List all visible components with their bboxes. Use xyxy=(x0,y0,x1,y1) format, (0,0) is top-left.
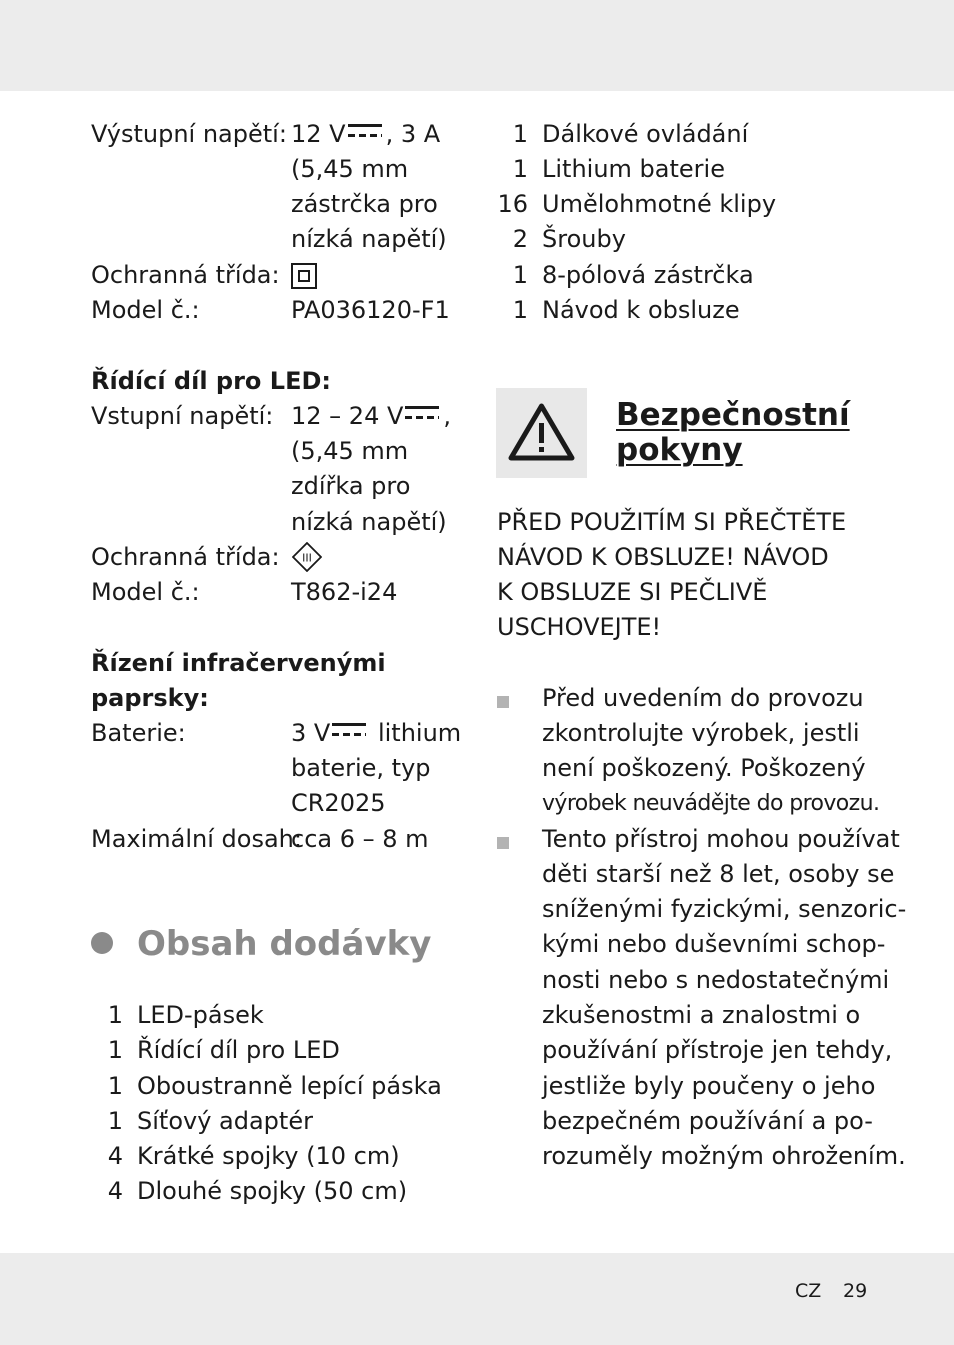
model-label-2: Model č.: xyxy=(91,578,200,606)
led-controller-heading: Řídící díl pro LED: xyxy=(91,367,331,395)
list-item: Umělohmotné klipy xyxy=(542,190,777,218)
list-item-qty: 1 xyxy=(107,1072,123,1100)
output-voltage-value: 12 V , 3 A xyxy=(291,120,441,148)
footer-language: CZ xyxy=(795,1280,822,1302)
list-item: Návod k obsluze xyxy=(542,296,740,324)
protection-class-iii-icon xyxy=(292,542,322,572)
input-voltage-value-4: nízká napětí) xyxy=(291,508,447,536)
bullet-2-line: rozuměly možným ohrožením. xyxy=(542,1142,906,1170)
model-label: Model č.: xyxy=(91,296,200,324)
list-item: 8-pólová zástrčka xyxy=(542,261,754,289)
output-voltage-value-3: zástrčka pro xyxy=(291,190,438,218)
ir-heading-line-1: Řízení infračervenými xyxy=(91,649,386,677)
list-item: Dlouhé spojky (50 cm) xyxy=(137,1177,408,1205)
safety-intro-line: K OBSLUZE SI PEČLIVĚ xyxy=(497,578,768,606)
list-item: Lithium baterie xyxy=(542,155,725,183)
bullet-2-line: kými nebo duševními schop- xyxy=(542,930,886,958)
list-item-qty: 1 xyxy=(512,155,528,183)
output-voltage-label: Výstupní napětí: xyxy=(91,120,287,148)
input-voltage-label: Vstupní napětí: xyxy=(91,402,274,430)
list-item-qty: 2 xyxy=(512,225,528,253)
ir-heading-line-2: paprsky: xyxy=(91,684,209,712)
safety-intro-line: NÁVOD K OBSLUZE! NÁVOD xyxy=(497,543,829,571)
battery-value: 3 V lithium xyxy=(291,719,462,747)
warning-box xyxy=(496,388,587,478)
dc-symbol-icon xyxy=(332,723,366,736)
bullet-1-line: výrobek neuváděјte do provozu. xyxy=(542,791,880,816)
list-item: Síťový adaptér xyxy=(137,1107,313,1135)
battery-value-2: baterie, typ xyxy=(291,754,431,782)
top-band xyxy=(0,0,954,91)
protection-class-label-2: Ochranná třída: xyxy=(91,543,280,571)
list-item: Dálkové ovládání xyxy=(542,120,749,148)
battery-value-3: CR2025 xyxy=(291,789,386,817)
safety-intro-line: PŘED POUŽITÍM SI PŘEČTĚTE xyxy=(497,508,847,536)
list-item: Oboustranně lepící páska xyxy=(137,1072,442,1100)
list-item-qty: 1 xyxy=(107,1001,123,1029)
model-value-2: T862-i24 xyxy=(291,578,398,606)
delivery-heading: Obsah dodávky xyxy=(137,924,432,964)
input-voltage-value-3: zdířka pro xyxy=(291,472,411,500)
list-item-qty: 4 xyxy=(107,1142,123,1170)
bullet-2-line: jestliže byly poučeny o jeho xyxy=(542,1072,876,1100)
list-item: Krátké spojky (10 cm) xyxy=(137,1142,400,1170)
bullet-2-line: zkušenostmi a znalostmi o xyxy=(542,1001,861,1029)
output-voltage-value-4: nízká napětí) xyxy=(291,225,447,253)
safety-intro-line: USCHOVEJTE! xyxy=(497,613,662,641)
bullet-2-line: sníženými fyzickými, senzoric- xyxy=(542,895,907,923)
list-item-qty: 1 xyxy=(512,296,528,324)
bullet-2-line: používání přístroje jen tehdy, xyxy=(542,1036,893,1064)
bullet-icon xyxy=(497,696,509,708)
bullet-2-line: děti starší než 8 let, osoby se xyxy=(542,860,895,888)
list-item: Řídící díl pro LED xyxy=(137,1036,340,1064)
range-label: Maximální dosah: xyxy=(91,825,302,853)
list-item-qty: 4 xyxy=(107,1177,123,1205)
bullet-1-line: není poškozený. Poškozený xyxy=(542,754,866,782)
list-item-qty: 1 xyxy=(512,261,528,289)
list-item-qty: 1 xyxy=(107,1036,123,1064)
bullet-1-line: zkontrolujte výrobek, jestli xyxy=(542,719,860,747)
safety-heading-line-2: pokyny xyxy=(616,432,743,468)
protection-class-ii-icon xyxy=(291,263,317,289)
dc-symbol-icon xyxy=(348,124,382,137)
dc-symbol-icon xyxy=(405,406,439,419)
section-bullet-icon xyxy=(91,932,113,954)
input-voltage-value: 12 – 24 V , xyxy=(291,402,452,430)
safety-heading-line-1: Bezpečnostní xyxy=(616,397,850,433)
battery-label: Baterie: xyxy=(91,719,186,747)
bullet-2-line: nosti nebo s nedostatečnými xyxy=(542,966,890,994)
protection-class-label: Ochranná třída: xyxy=(91,261,280,289)
page-number: 29 xyxy=(843,1280,868,1302)
bullet-2-line: bezpečném používání a po- xyxy=(542,1107,873,1135)
list-item-qty: 1 xyxy=(512,120,528,148)
output-voltage-value-2: (5,45 mm xyxy=(291,155,409,183)
warning-triangle-icon xyxy=(496,388,587,478)
bullet-2-line: Tento přístroj mohou používat xyxy=(542,825,900,853)
model-value: PA036120-F1 xyxy=(291,296,450,324)
list-item-qty: 1 xyxy=(107,1107,123,1135)
bullet-icon xyxy=(497,837,509,849)
bullet-1-line: Před uvedením do provozu xyxy=(542,684,864,712)
list-item: Šrouby xyxy=(542,225,626,253)
svg-text:III: III xyxy=(302,551,312,565)
range-value: cca 6 – 8 m xyxy=(291,825,429,853)
list-item: LED-pásek xyxy=(137,1001,264,1029)
input-voltage-value-2: (5,45 mm xyxy=(291,437,409,465)
list-item-qty: 16 xyxy=(497,190,528,218)
